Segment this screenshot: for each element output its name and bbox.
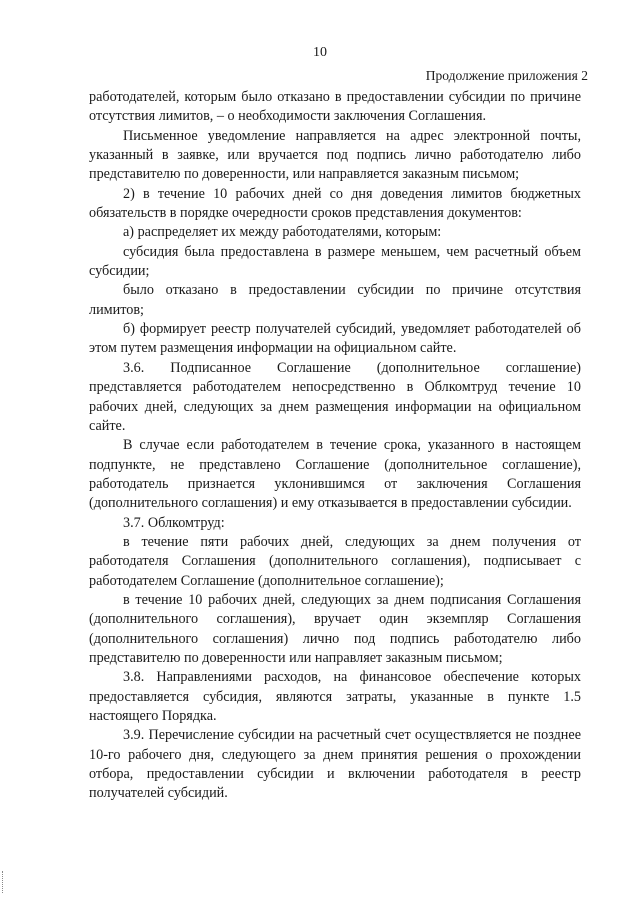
paragraph: В случае если работодателем в течение срока, указанного в настоящем подпункте, не представлено Соглашение (дополнительное соглашение), работодатель признается уклонившимся от заключения Соглашения (дополнительного соглашения) и ему отказывается в предоставлении субсидии. <box>89 437 581 512</box>
paragraph: в течение пяти рабочих дней, следующих за днем получения от работодателя Соглашения (дополнительного соглашения), подписывает с работодателем Соглашение (дополнительное соглашение); <box>89 533 581 589</box>
paragraph: было отказано в предоставлении субсидии по причине отсутствия лимитов; <box>89 282 581 318</box>
paragraph: в течение 10 рабочих дней, следующих за днем подписания Соглашения (дополнительного соглашения), вручает один экземпляр Соглашения (дополнительного соглашения) лично под подпись работодателю либо представителю по доверенности или направляет заказным письмом; <box>89 591 581 666</box>
appendix-continuation-label: Продолжение приложения 2 <box>425 68 588 83</box>
paragraph: 3.9. Перечисление субсидии на расчетный счет осуществляется не позднее 10-го рабочего дня, следующего за днем принятия решения о прохождении отбора, предоставлении субсидии и включении работодателя в реестр получателей субсидий. <box>89 727 581 802</box>
document-body <box>89 88 581 804</box>
paragraph: б) формирует реестр получателей субсидий, уведомляет работодателей об этом путем размещения информации на официальном сайте. <box>89 321 581 357</box>
paragraph: а) распределяет их между работодателями, которым: <box>123 224 442 241</box>
paragraph: 2) в течение 10 рабочих дней со дня доведения лимитов бюджетных обязательств в порядке очередности сроков представления документов: <box>89 185 581 222</box>
paragraph: Письменное уведомление направляется на адрес электронной почты, указанный в заявке, или вручается под подпись лично работодателю либо представителю по доверенности, или направляется заказным письмом; <box>89 127 581 183</box>
margin-mark <box>2 871 6 893</box>
paragraph: 3.7. Облкомтруд: <box>123 514 225 531</box>
paragraph: 3.6. Подписанное Соглашение (дополнительное соглашение) представляется работодателем непосредственно в Облкомтруд течение 10 рабочих дней, следующих за днем размещения информации на официальном сайте. <box>89 359 581 434</box>
page-number: 10 <box>313 45 327 60</box>
paragraph: работодателей, которым было отказано в предоставлении субсидии по причине отсутствия лимитов, – о необходимости заключения Соглашения. <box>89 89 581 125</box>
paragraph: 3.8. Направлениями расходов, на финансовое обеспечение которых предоставляется субсидия, являются затраты, указанные в пункте 1.5 настоящего Порядка. <box>89 669 581 724</box>
paragraph: субсидия была предоставлена в размере меньшем, чем расчетный объем субсидии; <box>89 243 581 280</box>
